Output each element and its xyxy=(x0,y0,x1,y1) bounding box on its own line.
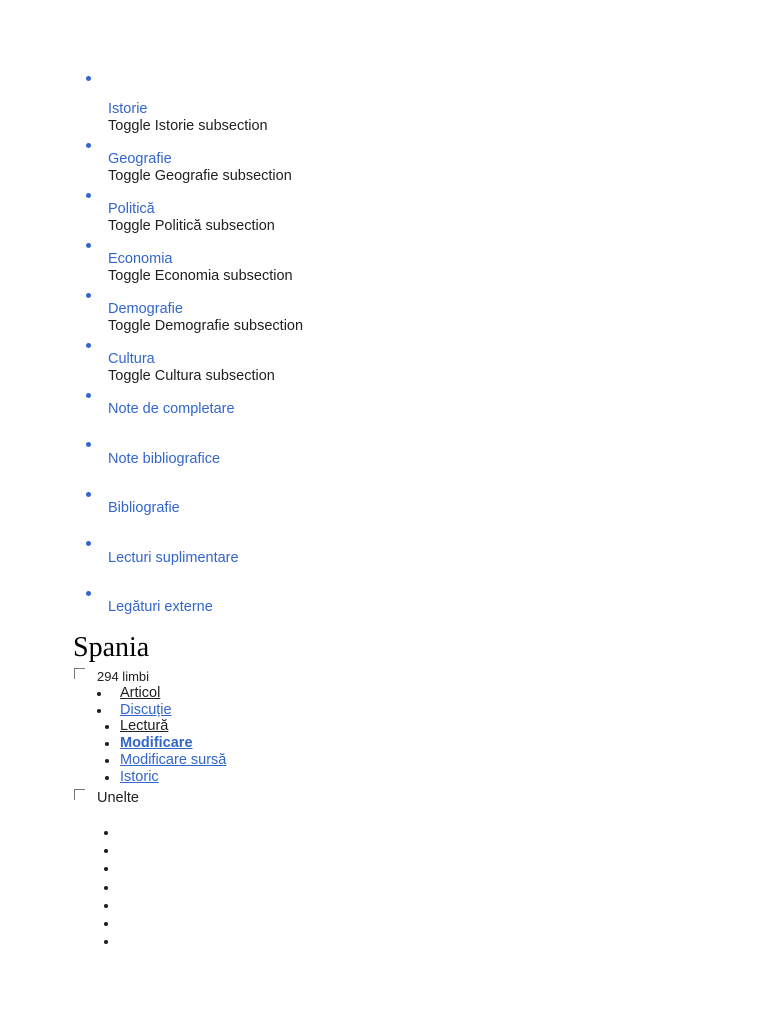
toc-link-note-bibliografice[interactable]: Note bibliografice xyxy=(108,451,221,467)
toc-item-cultura xyxy=(0,351,768,401)
toc-bullet xyxy=(86,143,91,148)
toc-bullet xyxy=(86,193,91,198)
list-bullet xyxy=(105,776,109,780)
list-bullet xyxy=(105,725,109,729)
toc-toggle-geografie[interactable]: Toggle Geografie subsection xyxy=(108,168,292,184)
toc-link-bibliografie[interactable]: Bibliografie xyxy=(108,500,180,516)
tab-articol-link[interactable]: Articol xyxy=(120,685,161,701)
toc-item-bibliografie xyxy=(0,499,768,549)
tab-modificare-sursa xyxy=(0,752,768,769)
toc-item-politica xyxy=(0,201,768,251)
tab-modificare-sursa-link[interactable]: Modificare sursă xyxy=(120,752,227,768)
tab-lectura xyxy=(0,718,768,735)
toc-link-legaturi-externe[interactable]: Legături externe xyxy=(108,599,213,615)
page-title: Spania xyxy=(73,632,150,663)
tab-lectura-link[interactable]: Lectură xyxy=(120,718,169,734)
toc-bullet xyxy=(86,393,91,398)
list-bullet xyxy=(104,922,108,926)
toc-item-note-de-completare xyxy=(0,401,768,451)
tab-discutie xyxy=(0,702,768,719)
toc-link-geografie[interactable]: Geografie xyxy=(108,151,172,167)
toc-link-note-de-completare[interactable]: Note de completare xyxy=(108,401,235,417)
toc-link-istorie[interactable]: Istorie xyxy=(108,101,148,117)
tools-button[interactable]: Unelte xyxy=(97,790,139,806)
list-bullet xyxy=(104,867,108,871)
toc-link-politica[interactable]: Politică xyxy=(108,201,155,217)
toc-bullet xyxy=(86,293,91,298)
toc-toggle-economia[interactable]: Toggle Economia subsection xyxy=(108,268,293,284)
toc-link-economia[interactable]: Economia xyxy=(108,251,173,267)
toc-toggle-cultura[interactable]: Toggle Cultura subsection xyxy=(108,368,275,384)
toc-item-geografie xyxy=(0,151,768,201)
list-bullet xyxy=(97,709,101,713)
tab-istoric-link[interactable]: Istoric xyxy=(120,769,159,785)
tab-articol xyxy=(0,685,768,702)
tab-istoric xyxy=(0,769,768,786)
toc-link-demografie[interactable]: Demografie xyxy=(108,301,183,317)
toc-toggle-istorie[interactable]: Toggle Istorie subsection xyxy=(108,118,268,134)
list-bullet xyxy=(104,849,108,853)
toc-toggle-politica[interactable]: Toggle Politică subsection xyxy=(108,218,275,234)
toc-link-cultura[interactable]: Cultura xyxy=(108,351,155,367)
toc-bullet xyxy=(86,442,91,447)
tools-checkbox[interactable] xyxy=(74,789,85,800)
list-bullet xyxy=(97,692,101,696)
list-bullet xyxy=(104,831,108,835)
toc-bullet xyxy=(86,343,91,348)
toc-link-lecturi-suplimentare[interactable]: Lecturi suplimentare xyxy=(108,550,239,566)
list-bullet xyxy=(104,904,108,908)
toc-item-economia xyxy=(0,251,768,301)
list-bullet xyxy=(104,940,108,944)
toc-item-demografie xyxy=(0,300,768,350)
toc-bullet xyxy=(86,492,91,497)
toc-bullet xyxy=(86,243,91,248)
toc-item-lecturi-suplimentare xyxy=(0,549,768,599)
toc-toggle-demografie[interactable]: Toggle Demografie subsection xyxy=(108,318,304,334)
tab-modificare-link[interactable]: Modificare xyxy=(120,735,193,751)
list-bullet xyxy=(105,759,109,763)
toc-bullet xyxy=(86,76,91,81)
languages-button[interactable]: 294 limbi xyxy=(97,669,150,684)
list-bullet xyxy=(105,742,109,746)
toc-item-istorie xyxy=(0,100,768,150)
toc-bullet xyxy=(86,541,91,546)
toc-bullet xyxy=(86,591,91,596)
languages-checkbox[interactable] xyxy=(74,668,85,679)
tab-discutie-link[interactable]: Discuție xyxy=(120,702,172,718)
tab-modificare xyxy=(0,735,768,752)
list-bullet xyxy=(104,886,108,890)
toc-item-note-bibliografice xyxy=(0,450,768,500)
